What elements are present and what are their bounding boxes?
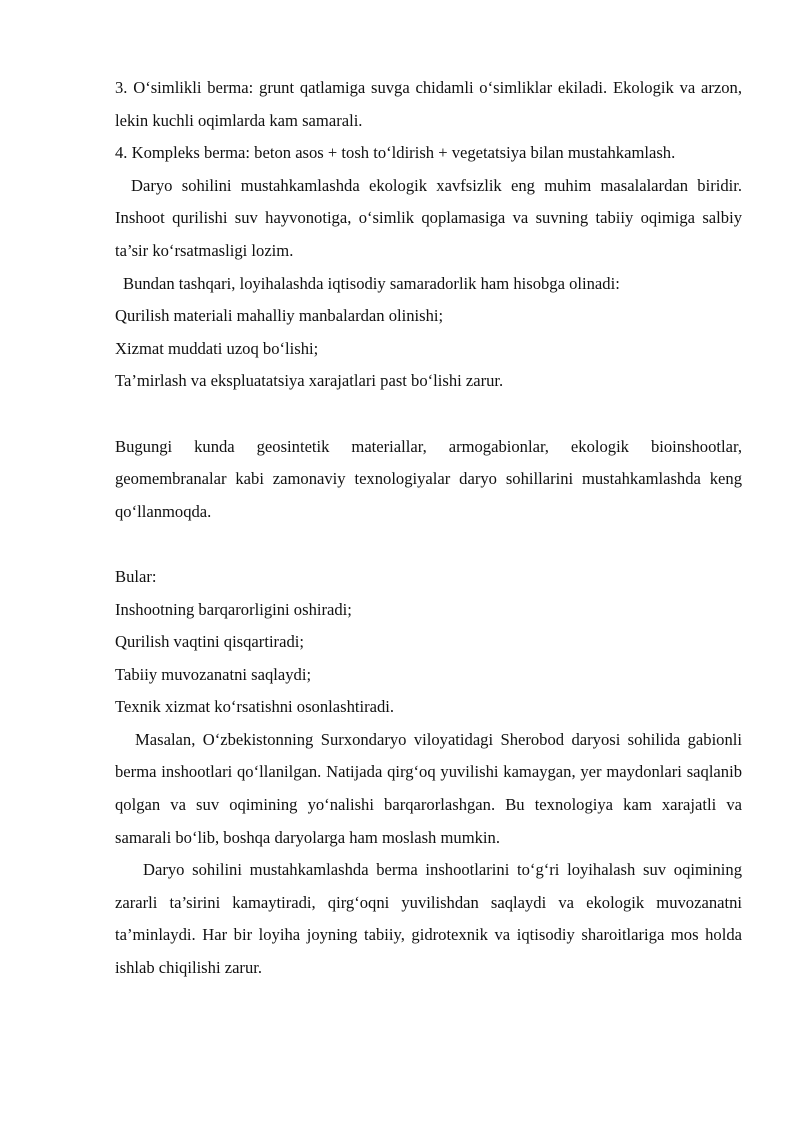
paragraph-ecology: Daryo sohilini mustahkamlashda ekologik xavfsizlik eng muhim masalalardan biridir. Inshoot qurilishi suv hayvonotiga, o‘simlik qoplamasiga va suvning tabiiy oqimiga salbiy ta’sir ko‘rsatmasligi lozim. — [115, 175, 742, 260]
benefits-list-item: Qurilish vaqtini qisqartiradi; — [115, 632, 304, 652]
economy-list-item: Xizmat muddati uzoq bo‘lishi; — [115, 338, 319, 358]
benefits-intro: Bular: — [115, 566, 157, 586]
paragraph-conclusion: Daryo sohilini mustahkamlashda berma inshootlarini to‘g‘ri loyihalash suv oqimining zararli ta’sirini kamaytiradi, qirg‘oqni yuvilishdan saqlaydi va ekologik muvozanatni ta’minlaydi. Har bir loyiha joyning tabiiy, gidrotexnik va iqtisodiy sharoitlariga mos holda ishlab chiqilishi zarur. — [115, 860, 742, 978]
economy-list-item: Qurilish materiali mahalliy manbalardan olinishi; — [115, 306, 444, 326]
blank-line — [115, 528, 742, 561]
paragraph-example: Masalan, O‘zbekistonning Surxondaryo viloyatidagi Sherobod daryosi sohilida gabionli berma inshootlari qo‘llanilgan. Natijada qirg‘oq yuvilishi kamaygan, yer maydonlari saqlanib qolgan va suv oqimining yo‘nalishi barqarorlashgan. Bu texnologiya kam xarajatli va samarali bo‘lib, boshqa daryolarga ham moslash mumkin. — [115, 729, 742, 847]
paragraph-economy-intro: Bundan tashqari, loyihalashda iqtisodiy samaradorlik ham hisobga olinadi: — [123, 273, 620, 293]
document-page — [115, 72, 742, 985]
benefits-list-item: Tabiiy muvozanatni saqlaydi; — [115, 664, 312, 684]
benefits-list-item: Inshootning barqarorligini oshiradi; — [115, 599, 352, 619]
economy-list-item: Ta’mirlash va ekspluatatsiya xarajatlari past bo‘lishi zarur. — [115, 371, 504, 391]
blank-line — [115, 398, 742, 431]
list-item-complex-berm: 4. Kompleks berma: beton asos + tosh to‘ldirish + vegetatsiya bilan mustahkamlash. — [115, 143, 676, 163]
paragraph-technologies: Bugungi kunda geosintetik materiallar, armogabionlar, ekologik bioinshootlar, geomembranalar kabi zamonaviy texnologiyalar daryo sohillarini mustahkamlashda keng qo‘llanmoqda. — [115, 436, 742, 521]
list-item-organic-berm: 3. O‘simlikli berma: grunt qatlamiga suvga chidamli o‘simliklar ekiladi. Ekologik va arzon, lekin kuchli oqimlarda kam samarali. — [115, 78, 742, 130]
benefits-list-item: Texnik xizmat ko‘rsatishni osonlashtiradi. — [115, 697, 395, 717]
